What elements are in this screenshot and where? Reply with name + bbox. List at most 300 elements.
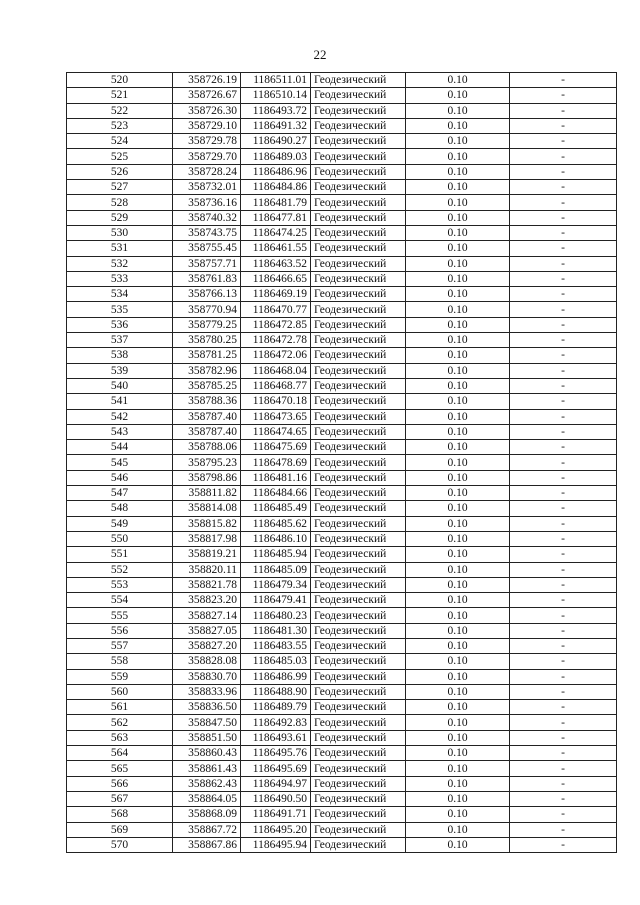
y-coordinate-cell: 1186510.14 xyxy=(241,88,311,103)
table-row xyxy=(67,440,617,455)
method-cell: Геодезический xyxy=(311,608,406,623)
table-row xyxy=(67,700,617,715)
point-number-cell: 551 xyxy=(67,547,173,562)
precision-cell: 0.10 xyxy=(406,577,510,592)
y-coordinate-cell: 1186477.81 xyxy=(241,210,311,225)
note-cell: - xyxy=(510,486,617,501)
point-number-cell: 556 xyxy=(67,623,173,638)
x-coordinate-cell: 358726.67 xyxy=(173,88,241,103)
y-coordinate-cell: 1186474.65 xyxy=(241,424,311,439)
x-coordinate-cell: 358788.36 xyxy=(173,394,241,409)
x-coordinate-cell: 358740.32 xyxy=(173,210,241,225)
precision-cell: 0.10 xyxy=(406,730,510,745)
table-row xyxy=(67,210,617,225)
note-cell: - xyxy=(510,195,617,210)
y-coordinate-cell: 1186472.78 xyxy=(241,333,311,348)
method-cell: Геодезический xyxy=(311,684,406,699)
table-row xyxy=(67,669,617,684)
table-row xyxy=(67,730,617,745)
point-number-cell: 549 xyxy=(67,516,173,531)
point-number-cell: 557 xyxy=(67,638,173,653)
x-coordinate-cell: 358862.43 xyxy=(173,776,241,791)
y-coordinate-cell: 1186490.27 xyxy=(241,134,311,149)
point-number-cell: 554 xyxy=(67,593,173,608)
coordinates-table-body xyxy=(67,73,617,853)
point-number-cell: 542 xyxy=(67,409,173,424)
x-coordinate-cell: 358828.08 xyxy=(173,654,241,669)
x-coordinate-cell: 358827.20 xyxy=(173,638,241,653)
note-cell: - xyxy=(510,807,617,822)
precision-cell: 0.10 xyxy=(406,149,510,164)
note-cell: - xyxy=(510,638,617,653)
method-cell: Геодезический xyxy=(311,164,406,179)
method-cell: Геодезический xyxy=(311,424,406,439)
table-row xyxy=(67,302,617,317)
point-number-cell: 553 xyxy=(67,577,173,592)
note-cell: - xyxy=(510,225,617,240)
table-row xyxy=(67,88,617,103)
precision-cell: 0.10 xyxy=(406,256,510,271)
precision-cell: 0.10 xyxy=(406,103,510,118)
note-cell: - xyxy=(510,149,617,164)
x-coordinate-cell: 358787.40 xyxy=(173,424,241,439)
point-number-cell: 523 xyxy=(67,118,173,133)
x-coordinate-cell: 358728.24 xyxy=(173,164,241,179)
note-cell: - xyxy=(510,700,617,715)
x-coordinate-cell: 358817.98 xyxy=(173,531,241,546)
y-coordinate-cell: 1186490.50 xyxy=(241,791,311,806)
point-number-cell: 539 xyxy=(67,363,173,378)
point-number-cell: 570 xyxy=(67,837,173,852)
precision-cell: 0.10 xyxy=(406,378,510,393)
method-cell: Геодезический xyxy=(311,134,406,149)
coordinates-table xyxy=(66,72,617,853)
note-cell: - xyxy=(510,271,617,286)
precision-cell: 0.10 xyxy=(406,164,510,179)
precision-cell: 0.10 xyxy=(406,623,510,638)
x-coordinate-cell: 358815.82 xyxy=(173,516,241,531)
note-cell: - xyxy=(510,287,617,302)
table-row xyxy=(67,807,617,822)
y-coordinate-cell: 1186480.23 xyxy=(241,608,311,623)
y-coordinate-cell: 1186489.79 xyxy=(241,700,311,715)
precision-cell: 0.10 xyxy=(406,440,510,455)
method-cell: Геодезический xyxy=(311,654,406,669)
note-cell: - xyxy=(510,746,617,761)
method-cell: Геодезический xyxy=(311,822,406,837)
table-row xyxy=(67,593,617,608)
precision-cell: 0.10 xyxy=(406,118,510,133)
point-number-cell: 552 xyxy=(67,562,173,577)
y-coordinate-cell: 1186485.49 xyxy=(241,501,311,516)
precision-cell: 0.10 xyxy=(406,317,510,332)
point-number-cell: 550 xyxy=(67,531,173,546)
table-row xyxy=(67,333,617,348)
y-coordinate-cell: 1186468.04 xyxy=(241,363,311,378)
precision-cell: 0.10 xyxy=(406,776,510,791)
note-cell: - xyxy=(510,256,617,271)
y-coordinate-cell: 1186478.69 xyxy=(241,455,311,470)
table-row xyxy=(67,715,617,730)
note-cell: - xyxy=(510,837,617,852)
note-cell: - xyxy=(510,302,617,317)
method-cell: Геодезический xyxy=(311,271,406,286)
point-number-cell: 567 xyxy=(67,791,173,806)
x-coordinate-cell: 358736.16 xyxy=(173,195,241,210)
table-row xyxy=(67,776,617,791)
precision-cell: 0.10 xyxy=(406,88,510,103)
method-cell: Геодезический xyxy=(311,73,406,88)
y-coordinate-cell: 1186466.65 xyxy=(241,271,311,286)
precision-cell: 0.10 xyxy=(406,761,510,776)
x-coordinate-cell: 358732.01 xyxy=(173,180,241,195)
table-row xyxy=(67,225,617,240)
precision-cell: 0.10 xyxy=(406,287,510,302)
point-number-cell: 520 xyxy=(67,73,173,88)
x-coordinate-cell: 358757.71 xyxy=(173,256,241,271)
table-row xyxy=(67,394,617,409)
note-cell: - xyxy=(510,424,617,439)
table-row xyxy=(67,164,617,179)
x-coordinate-cell: 358867.86 xyxy=(173,837,241,852)
point-number-cell: 541 xyxy=(67,394,173,409)
point-number-cell: 535 xyxy=(67,302,173,317)
table-row xyxy=(67,241,617,256)
method-cell: Геодезический xyxy=(311,837,406,852)
point-number-cell: 561 xyxy=(67,700,173,715)
method-cell: Геодезический xyxy=(311,486,406,501)
y-coordinate-cell: 1186483.55 xyxy=(241,638,311,653)
note-cell: - xyxy=(510,363,617,378)
table-row xyxy=(67,73,617,88)
x-coordinate-cell: 358781.25 xyxy=(173,348,241,363)
method-cell: Геодезический xyxy=(311,700,406,715)
precision-cell: 0.10 xyxy=(406,271,510,286)
note-cell: - xyxy=(510,73,617,88)
precision-cell: 0.10 xyxy=(406,241,510,256)
x-coordinate-cell: 358743.75 xyxy=(173,225,241,240)
y-coordinate-cell: 1186495.94 xyxy=(241,837,311,852)
precision-cell: 0.10 xyxy=(406,715,510,730)
precision-cell: 0.10 xyxy=(406,333,510,348)
precision-cell: 0.10 xyxy=(406,180,510,195)
method-cell: Геодезический xyxy=(311,531,406,546)
point-number-cell: 543 xyxy=(67,424,173,439)
precision-cell: 0.10 xyxy=(406,486,510,501)
method-cell: Геодезический xyxy=(311,791,406,806)
precision-cell: 0.10 xyxy=(406,225,510,240)
table-row xyxy=(67,103,617,118)
page-number: 22 xyxy=(313,47,327,62)
note-cell: - xyxy=(510,654,617,669)
method-cell: Геодезический xyxy=(311,577,406,592)
precision-cell: 0.10 xyxy=(406,593,510,608)
y-coordinate-cell: 1186493.61 xyxy=(241,730,311,745)
y-coordinate-cell: 1186495.76 xyxy=(241,746,311,761)
method-cell: Геодезический xyxy=(311,776,406,791)
method-cell: Геодезический xyxy=(311,746,406,761)
method-cell: Геодезический xyxy=(311,470,406,485)
y-coordinate-cell: 1186485.09 xyxy=(241,562,311,577)
y-coordinate-cell: 1186484.66 xyxy=(241,486,311,501)
x-coordinate-cell: 358782.96 xyxy=(173,363,241,378)
note-cell: - xyxy=(510,455,617,470)
table-row xyxy=(67,271,617,286)
method-cell: Геодезический xyxy=(311,287,406,302)
note-cell: - xyxy=(510,623,617,638)
y-coordinate-cell: 1186511.01 xyxy=(241,73,311,88)
point-number-cell: 538 xyxy=(67,348,173,363)
x-coordinate-cell: 358860.43 xyxy=(173,746,241,761)
method-cell: Геодезический xyxy=(311,807,406,822)
x-coordinate-cell: 358755.45 xyxy=(173,241,241,256)
method-cell: Геодезический xyxy=(311,210,406,225)
note-cell: - xyxy=(510,791,617,806)
x-coordinate-cell: 358729.78 xyxy=(173,134,241,149)
precision-cell: 0.10 xyxy=(406,73,510,88)
x-coordinate-cell: 358779.25 xyxy=(173,317,241,332)
table-row xyxy=(67,287,617,302)
x-coordinate-cell: 358861.43 xyxy=(173,761,241,776)
y-coordinate-cell: 1186491.32 xyxy=(241,118,311,133)
method-cell: Геодезический xyxy=(311,516,406,531)
method-cell: Геодезический xyxy=(311,317,406,332)
point-number-cell: 536 xyxy=(67,317,173,332)
precision-cell: 0.10 xyxy=(406,654,510,669)
method-cell: Геодезический xyxy=(311,302,406,317)
y-coordinate-cell: 1186468.77 xyxy=(241,378,311,393)
precision-cell: 0.10 xyxy=(406,791,510,806)
table-row xyxy=(67,746,617,761)
point-number-cell: 527 xyxy=(67,180,173,195)
note-cell: - xyxy=(510,730,617,745)
note-cell: - xyxy=(510,501,617,516)
y-coordinate-cell: 1186493.72 xyxy=(241,103,311,118)
method-cell: Геодезический xyxy=(311,638,406,653)
x-coordinate-cell: 358726.19 xyxy=(173,73,241,88)
point-number-cell: 566 xyxy=(67,776,173,791)
method-cell: Геодезический xyxy=(311,241,406,256)
x-coordinate-cell: 358729.70 xyxy=(173,149,241,164)
x-coordinate-cell: 358729.10 xyxy=(173,118,241,133)
point-number-cell: 522 xyxy=(67,103,173,118)
precision-cell: 0.10 xyxy=(406,470,510,485)
table-row xyxy=(67,363,617,378)
method-cell: Геодезический xyxy=(311,562,406,577)
y-coordinate-cell: 1186486.10 xyxy=(241,531,311,546)
x-coordinate-cell: 358820.11 xyxy=(173,562,241,577)
y-coordinate-cell: 1186485.94 xyxy=(241,547,311,562)
point-number-cell: 545 xyxy=(67,455,173,470)
table-row xyxy=(67,501,617,516)
method-cell: Геодезический xyxy=(311,409,406,424)
table-row xyxy=(67,149,617,164)
precision-cell: 0.10 xyxy=(406,424,510,439)
method-cell: Геодезический xyxy=(311,348,406,363)
table-row xyxy=(67,256,617,271)
table-row xyxy=(67,486,617,501)
precision-cell: 0.10 xyxy=(406,302,510,317)
table-row xyxy=(67,195,617,210)
point-number-cell: 544 xyxy=(67,440,173,455)
y-coordinate-cell: 1186484.86 xyxy=(241,180,311,195)
precision-cell: 0.10 xyxy=(406,195,510,210)
table-row xyxy=(67,608,617,623)
x-coordinate-cell: 358867.72 xyxy=(173,822,241,837)
point-number-cell: 525 xyxy=(67,149,173,164)
table-row xyxy=(67,684,617,699)
point-number-cell: 562 xyxy=(67,715,173,730)
point-number-cell: 529 xyxy=(67,210,173,225)
method-cell: Геодезический xyxy=(311,363,406,378)
y-coordinate-cell: 1186486.99 xyxy=(241,669,311,684)
y-coordinate-cell: 1186472.06 xyxy=(241,348,311,363)
precision-cell: 0.10 xyxy=(406,501,510,516)
note-cell: - xyxy=(510,516,617,531)
y-coordinate-cell: 1186470.77 xyxy=(241,302,311,317)
precision-cell: 0.10 xyxy=(406,394,510,409)
table-row xyxy=(67,577,617,592)
table-row xyxy=(67,791,617,806)
note-cell: - xyxy=(510,409,617,424)
point-number-cell: 568 xyxy=(67,807,173,822)
precision-cell: 0.10 xyxy=(406,807,510,822)
x-coordinate-cell: 358827.05 xyxy=(173,623,241,638)
point-number-cell: 532 xyxy=(67,256,173,271)
y-coordinate-cell: 1186461.55 xyxy=(241,241,311,256)
precision-cell: 0.10 xyxy=(406,348,510,363)
method-cell: Геодезический xyxy=(311,103,406,118)
method-cell: Геодезический xyxy=(311,378,406,393)
point-number-cell: 563 xyxy=(67,730,173,745)
point-number-cell: 524 xyxy=(67,134,173,149)
y-coordinate-cell: 1186479.34 xyxy=(241,577,311,592)
y-coordinate-cell: 1186495.69 xyxy=(241,761,311,776)
x-coordinate-cell: 358788.06 xyxy=(173,440,241,455)
point-number-cell: 537 xyxy=(67,333,173,348)
point-number-cell: 534 xyxy=(67,287,173,302)
note-cell: - xyxy=(510,684,617,699)
table-row xyxy=(67,317,617,332)
note-cell: - xyxy=(510,210,617,225)
point-number-cell: 548 xyxy=(67,501,173,516)
precision-cell: 0.10 xyxy=(406,363,510,378)
note-cell: - xyxy=(510,715,617,730)
table-row xyxy=(67,378,617,393)
precision-cell: 0.10 xyxy=(406,746,510,761)
x-coordinate-cell: 358785.25 xyxy=(173,378,241,393)
note-cell: - xyxy=(510,103,617,118)
note-cell: - xyxy=(510,761,617,776)
table-row xyxy=(67,547,617,562)
note-cell: - xyxy=(510,577,617,592)
precision-cell: 0.10 xyxy=(406,608,510,623)
precision-cell: 0.10 xyxy=(406,455,510,470)
x-coordinate-cell: 358836.50 xyxy=(173,700,241,715)
method-cell: Геодезический xyxy=(311,715,406,730)
x-coordinate-cell: 358827.14 xyxy=(173,608,241,623)
method-cell: Геодезический xyxy=(311,180,406,195)
y-coordinate-cell: 1186491.71 xyxy=(241,807,311,822)
x-coordinate-cell: 358761.83 xyxy=(173,271,241,286)
method-cell: Геодезический xyxy=(311,623,406,638)
y-coordinate-cell: 1186463.52 xyxy=(241,256,311,271)
precision-cell: 0.10 xyxy=(406,531,510,546)
method-cell: Геодезический xyxy=(311,394,406,409)
y-coordinate-cell: 1186489.03 xyxy=(241,149,311,164)
y-coordinate-cell: 1186479.41 xyxy=(241,593,311,608)
method-cell: Геодезический xyxy=(311,333,406,348)
note-cell: - xyxy=(510,470,617,485)
precision-cell: 0.10 xyxy=(406,210,510,225)
y-coordinate-cell: 1186470.18 xyxy=(241,394,311,409)
x-coordinate-cell: 358811.82 xyxy=(173,486,241,501)
precision-cell: 0.10 xyxy=(406,516,510,531)
note-cell: - xyxy=(510,669,617,684)
x-coordinate-cell: 358833.96 xyxy=(173,684,241,699)
y-coordinate-cell: 1186481.79 xyxy=(241,195,311,210)
precision-cell: 0.10 xyxy=(406,638,510,653)
method-cell: Геодезический xyxy=(311,225,406,240)
note-cell: - xyxy=(510,593,617,608)
method-cell: Геодезический xyxy=(311,256,406,271)
x-coordinate-cell: 358864.05 xyxy=(173,791,241,806)
note-cell: - xyxy=(510,378,617,393)
x-coordinate-cell: 358819.21 xyxy=(173,547,241,562)
y-coordinate-cell: 1186492.83 xyxy=(241,715,311,730)
note-cell: - xyxy=(510,531,617,546)
table-row xyxy=(67,134,617,149)
point-number-cell: 560 xyxy=(67,684,173,699)
note-cell: - xyxy=(510,394,617,409)
table-row xyxy=(67,822,617,837)
note-cell: - xyxy=(510,562,617,577)
point-number-cell: 531 xyxy=(67,241,173,256)
note-cell: - xyxy=(510,440,617,455)
table-row xyxy=(67,180,617,195)
method-cell: Геодезический xyxy=(311,455,406,470)
method-cell: Геодезический xyxy=(311,149,406,164)
y-coordinate-cell: 1186485.62 xyxy=(241,516,311,531)
point-number-cell: 564 xyxy=(67,746,173,761)
point-number-cell: 558 xyxy=(67,654,173,669)
y-coordinate-cell: 1186469.19 xyxy=(241,287,311,302)
table-row xyxy=(67,623,617,638)
point-number-cell: 547 xyxy=(67,486,173,501)
table-row xyxy=(67,424,617,439)
table-row xyxy=(67,470,617,485)
table-row xyxy=(67,638,617,653)
table-row xyxy=(67,654,617,669)
note-cell: - xyxy=(510,88,617,103)
note-cell: - xyxy=(510,333,617,348)
note-cell: - xyxy=(510,317,617,332)
y-coordinate-cell: 1186473.65 xyxy=(241,409,311,424)
y-coordinate-cell: 1186472.85 xyxy=(241,317,311,332)
method-cell: Геодезический xyxy=(311,730,406,745)
table-row xyxy=(67,761,617,776)
x-coordinate-cell: 358821.78 xyxy=(173,577,241,592)
point-number-cell: 555 xyxy=(67,608,173,623)
method-cell: Геодезический xyxy=(311,669,406,684)
note-cell: - xyxy=(510,180,617,195)
precision-cell: 0.10 xyxy=(406,562,510,577)
precision-cell: 0.10 xyxy=(406,837,510,852)
y-coordinate-cell: 1186475.69 xyxy=(241,440,311,455)
method-cell: Геодезический xyxy=(311,547,406,562)
point-number-cell: 526 xyxy=(67,164,173,179)
table-row xyxy=(67,118,617,133)
